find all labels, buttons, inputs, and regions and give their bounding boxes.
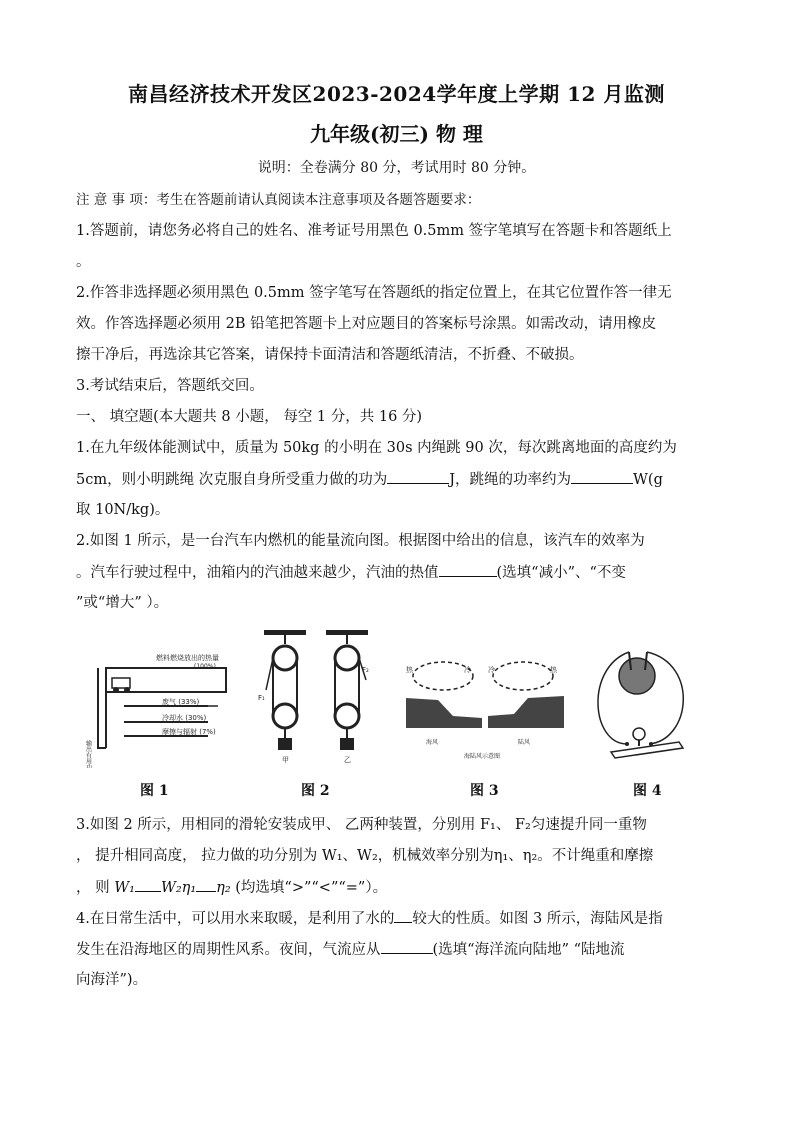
q3-text-b: (均选填“>”“<”“=”）。: [235, 880, 388, 896]
question-2-line-1: 2.如图 1 所示，是一台汽车内燃机的能量流向图。根据图中给出的信息，该汽车的效率为: [76, 533, 645, 549]
exam-subtitle: 九年级(初三) 物 理: [310, 122, 483, 146]
answer-blank[interactable]: [387, 469, 449, 484]
question-4-line-1: [76, 908, 721, 929]
q3-text-a: ， 则: [76, 880, 115, 896]
fig3-label-b: 陆风: [518, 739, 531, 746]
q4-text-d: (选填“海洋流向陆地” “陆地流: [432, 942, 625, 958]
q3-eta1: η₁: [181, 880, 197, 896]
q3-w2: W₂: [160, 880, 182, 896]
question-1-line-3: 取 10N/kg)。: [76, 502, 170, 518]
figure-3-caption: 图 3: [470, 783, 499, 799]
q3-eta2: η₂: [216, 880, 231, 896]
fig1-friction-label: 摩擦与辐射 (7%): [162, 728, 216, 736]
question-3-line-2: ， 提升相同高度， 拉力做的功分别为 W₁、W₂，机械效率分别为η₁、η₂。不计绳重和摩擦: [76, 848, 654, 864]
answer-blank[interactable]: [135, 877, 161, 892]
notice-item-2-end: 擦干净后，再选涂其它答案，请保持卡面清洁和答题纸清洁，不折叠、不破损。: [76, 347, 584, 363]
section-1-heading: 一、 填空题(本大题共 8 小题， 每空 1 分，共 16 分): [76, 409, 423, 425]
q4-text-c: 发生在沿海地区的周期性风系。夜间，气流应从: [76, 942, 381, 958]
figure-4-caption: 图 4: [633, 783, 662, 799]
figure-2: [256, 628, 376, 803]
question-4-line-3: 向海洋”)。: [76, 972, 148, 988]
fig1-output-label: 输出有用功: [84, 740, 92, 768]
fig2-label-b: 乙: [344, 756, 351, 764]
answer-blank[interactable]: [571, 469, 633, 484]
question-3-line-3: [76, 877, 721, 898]
question-1-line-2: [76, 469, 721, 490]
fig3-label-cold2: 冷: [488, 666, 495, 674]
answer-blank[interactable]: [381, 939, 433, 954]
fig3-label-c: 海陆风示意图: [464, 753, 501, 760]
fig3-label-cold1: 冷: [464, 666, 471, 674]
fig2-f2-label: F₂: [362, 666, 369, 674]
q3-w1: W₁: [114, 880, 135, 896]
figure-4: [591, 628, 711, 803]
sea-land-breeze-diagram: [398, 628, 568, 768]
question-1-line-1: 1.在九年级体能测试中，质量为 50kg 的小明在 30s 内绳跳 90 次，每次跳离地面的高度约为: [76, 440, 677, 456]
pulley-diagram: [256, 628, 376, 768]
figure-1-caption: 图 1: [140, 783, 169, 799]
notice-item-2: 2.作答非选择题必须用黑色 0.5mm 签字笔写在答题纸的指定位置上，在其它位置作答一律无: [76, 285, 672, 301]
q1-text-a: 5cm，则小明跳绳 次克服自身所受重力做的功为: [76, 472, 388, 488]
fig1-total-label: 燃料燃烧放出的热量: [156, 654, 219, 662]
exam-note: 说明：全卷满分 80 分，考试用时 80 分钟。: [257, 160, 536, 176]
notice-item-1-tail: 。: [76, 254, 91, 270]
notice-item-2-cont: 效。作答选择题必须用 2B 铅笔把答题卡上对应题目的答案标号涂黑。如需改动，请用橡皮: [76, 316, 657, 332]
fig1-100-label: (100%): [194, 663, 216, 670]
answer-blank[interactable]: [439, 562, 497, 577]
energy-flow-diagram: [84, 628, 234, 768]
q1-text-c: W(g: [633, 472, 663, 488]
notice-heading: 注 意 事 项：考生在答题前请认真阅读本注意事项及各题答题要求：: [76, 192, 481, 208]
fig1-exhaust-label: 废气 (33%): [162, 698, 200, 706]
fig3-label-a: 海风: [426, 739, 439, 746]
notice-item-3: 3.考试结束后，答题纸交回。: [76, 378, 264, 394]
figure-3: [398, 628, 568, 803]
question-2-line-3: ”或“增大” ）。: [76, 595, 169, 611]
answer-blank[interactable]: [394, 908, 412, 923]
answer-blank[interactable]: [196, 877, 216, 892]
fig3-label-hot1: 热: [406, 666, 413, 674]
fruit-battery-diagram: [591, 628, 711, 768]
q2-text-b: (选填“减小”、“不变: [496, 565, 626, 581]
question-3-line-1: 3.如图 2 所示，用相同的滑轮安装成甲、 乙两种装置，分别用 F₁、 F₂匀速提升同一重物: [76, 817, 647, 833]
fig2-f1-label: F₁: [258, 694, 265, 702]
q4-text-b: 较大的性质。如图 3 所示，海陆风是指: [412, 911, 663, 927]
q4-text-a: 4.在日常生活中，可以用水来取暖，是利用了水的: [76, 911, 395, 927]
question-4-line-2: [76, 939, 721, 960]
notice-item-1: 1.答题前，请您务必将自己的姓名、准考证号用黑色 0.5mm 签字笔填写在答题卡和答题纸上: [76, 223, 672, 239]
q1-text-b: J，跳绳的功率约为: [449, 472, 572, 488]
figure-1: [84, 628, 234, 803]
exam-title: 南昌经济技术开发区2023-2024学年度上学期 12 月监测: [128, 82, 665, 106]
q2-text-a: 。汽车行驶过程中，油箱内的汽油越来越少，汽油的热值: [76, 565, 439, 581]
fig1-coolant-label: 冷却水 (30%): [162, 714, 207, 722]
fig2-label-a: 甲: [282, 756, 289, 764]
fig3-label-hot2: 热: [550, 666, 557, 674]
figure-row: [76, 628, 721, 803]
figure-2-caption: 图 2: [301, 783, 330, 799]
question-2-line-2: [76, 562, 721, 583]
